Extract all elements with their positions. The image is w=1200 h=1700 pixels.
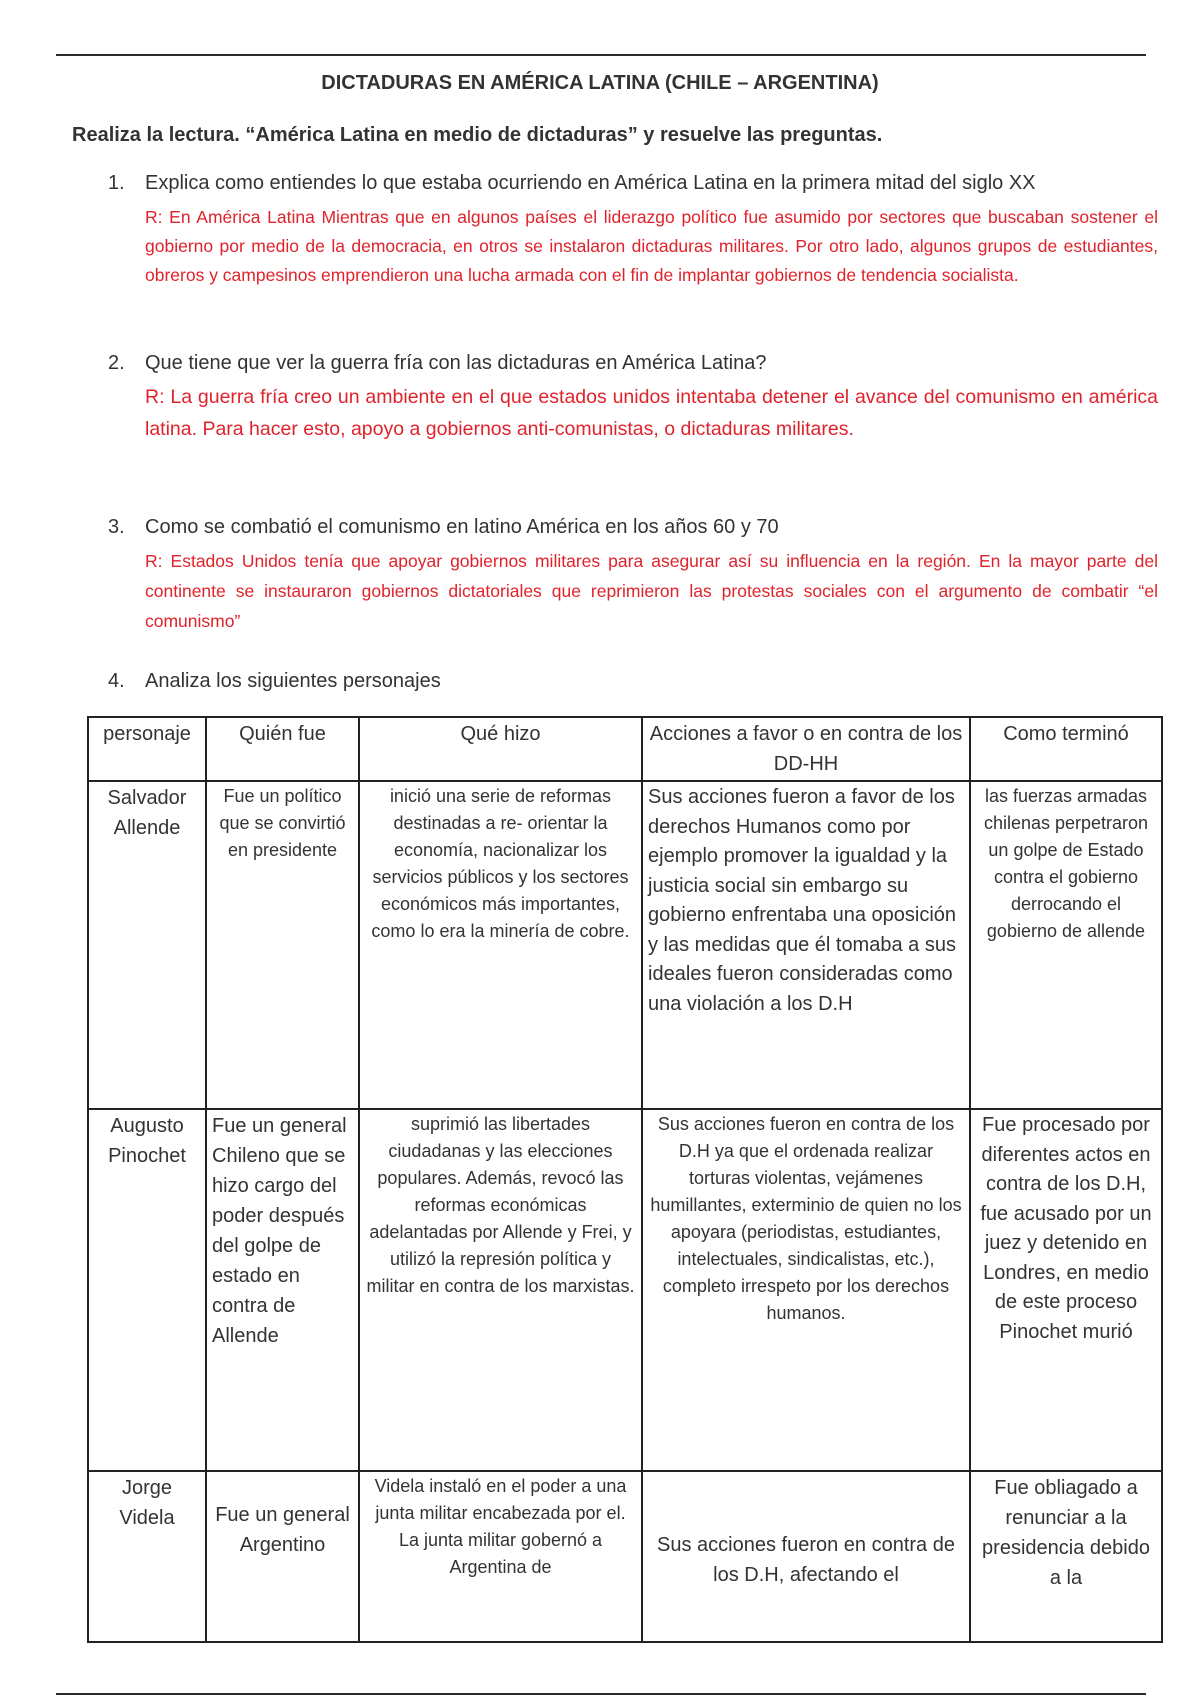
question-2 [108,352,1158,375]
cell-personaje: Jorge Videla [88,1471,206,1642]
cell-que-hizo: Videla instaló en el poder a una junta militar encabezada por el. La junta militar gobernó a Argentina de [359,1471,642,1642]
cell-como-termino: Fue obliagado a renunciar a la presidencia debido a la [970,1471,1162,1642]
answer-2: R: La guerra fría creo un ambiente en el que estados unidos intentaba detener el avance del comunismo en américa latina. Para hacer esto, apoyo a gobiernos anti-comunistas, o dictaduras militares. [145,386,1158,440]
cell-que-hizo: inició una serie de reformas destinadas a re- orientar la economía, nacionalizar los servicios públicos y los sectores económicos más importantes, como lo era la minería de cobre. [359,781,642,1109]
question-3 [108,516,1158,539]
bottom-rule [56,1693,1146,1695]
cell-como-termino: Fue procesado por diferentes actos en contra de los D.H, fue acusado por un juez y detenido en Londres, en medio de este proceso Pinochet murió [970,1109,1162,1471]
cell-quien-fue: Fue un general Chileno que se hizo cargo del poder después del golpe de estado en contra de Allende [206,1109,359,1471]
question-text: Explica como entiendes lo que estaba ocurriendo en América Latina en la primera mitad del siglo XX [145,172,1036,194]
header-personaje: personaje [88,717,206,781]
header-que-hizo: Qué hizo [359,717,642,781]
question-number: 3. [108,516,125,538]
document-title: DICTADURAS EN AMÉRICA LATINA (CHILE – ARGENTINA) [321,72,879,94]
question-number: 2. [108,352,125,374]
cell-como-termino: las fuerzas armadas chilenas perpetraron un golpe de Estado contra el gobierno derrocando el gobierno de allende [970,781,1162,1109]
table-row [88,781,1162,1109]
answer-3: R: Estados Unidos tenía que apoyar gobiernos militares para asegurar así su influencia en la región. En la mayor parte del continente se instauraron gobiernos dictatoriales que reprimieron las protestas sociales con el argumento de combatir “el comunismo” [145,551,1158,631]
question-text: Analiza los siguientes personajes [145,670,441,692]
instruction-text: Realiza la lectura. “América Latina en medio de dictaduras” y resuelve las preguntas. [72,124,883,146]
question-text: Que tiene que ver la guerra fría con las dictaduras en América Latina? [145,352,767,374]
cell-que-hizo: suprimió las libertades ciudadanas y las elecciones populares. Además, revocó las reformas económicas adelantadas por Allende y Frei, y utilizó la represión política y militar en contra de los marxistas. [359,1109,642,1471]
table-row [88,1471,1162,1642]
cell-acciones: Sus acciones fueron en contra de los D.H ya que el ordenada realizar torturas violentas, vejámenes humillantes, exterminio de quien no los apoyara (periodistas, estudiantes, intelectuales, sindicalistas, etc.), completo irrespeto por los derechos humanos. [642,1109,970,1471]
header-como-termino: Como terminó [970,717,1162,781]
cell-quien-fue: Fue un político que se convirtió en presidente [206,781,359,1109]
cell-acciones: Sus acciones fueron en contra de los D.H, afectando el [642,1471,970,1642]
question-4 [108,670,1158,693]
table-row [88,1109,1162,1471]
cell-quien-fue: Fue un general Argentino [206,1471,359,1642]
question-number: 4. [108,670,125,692]
question-1 [108,172,1158,195]
table-header-row [88,717,1162,781]
header-acciones: Acciones a favor o en contra de los DD-HH [642,717,970,781]
cell-acciones: Sus acciones fueron a favor de los derechos Humanos como por ejemplo promover la igualdad y la justicia social sin embargo su gobierno enfrentaba una oposición y las medidas que él tomaba a sus ideales fueron consideradas como una violación a los D.H [642,781,970,1109]
question-number: 1. [108,172,125,194]
header-quien-fue: Quién fue [206,717,359,781]
characters-table [87,716,1163,1643]
cell-personaje: Augusto Pinochet [88,1109,206,1471]
question-text: Como se combatió el comunismo en latino América en los años 60 y 70 [145,516,779,538]
answer-1: R: En América Latina Mientras que en algunos países el liderazgo político fue asumido por sectores que buscaban sostener el gobierno por medio de la democracia, en otros se instalaron dictaduras militares. Por otro lado, algunos grupos de estudiantes, obreros y campesinos emprendieron una lucha armada con el fin de implantar gobiernos de tendencia socialista. [145,207,1158,285]
top-rule [56,54,1146,56]
cell-personaje: Salvador Allende [88,781,206,1109]
